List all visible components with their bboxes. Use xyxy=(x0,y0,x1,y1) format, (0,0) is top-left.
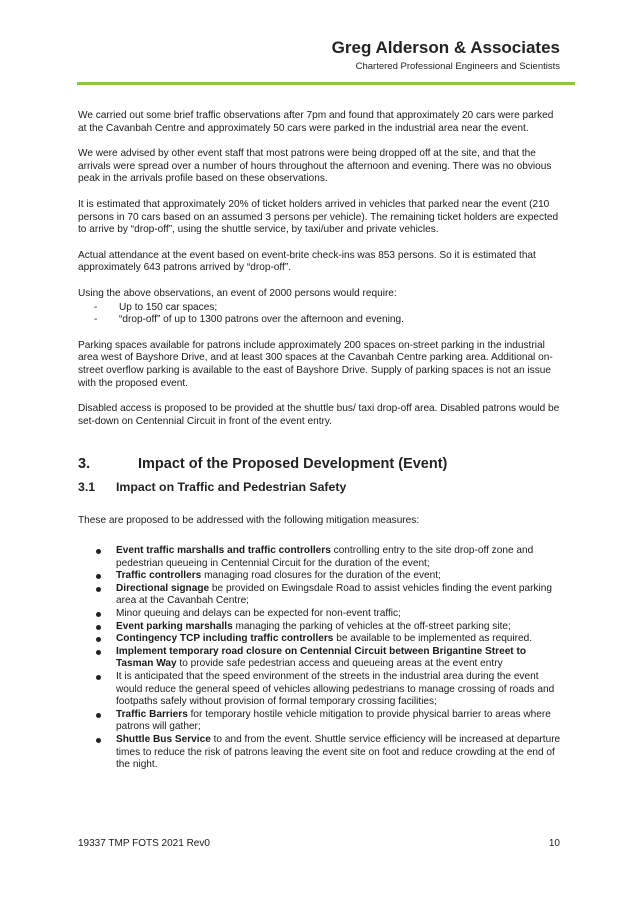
list-item xyxy=(78,633,562,646)
measure-text: be provided on Ewingsdale Road to assist vehicles finding the event parking area at the Cavanbah Centre; xyxy=(116,582,552,607)
bullet-icon xyxy=(96,637,101,642)
page-body xyxy=(78,110,562,772)
measure-bold: Traffic Barriers xyxy=(116,708,188,720)
subsection-title: Impact on Traffic and Pedestrian Safety xyxy=(116,479,347,494)
list-item xyxy=(78,608,562,621)
paragraph: Parking spaces available for patrons include approximately 200 spaces on-street parking in the industrial area west of Bayshore Drive, and at least 300 spaces at the Cavanbah Centre parking area. Additional on-street overflow parking is available to the east of Bayshore Drive. Supply of parking spaces is not an issue with the proposed event. xyxy=(78,339,553,389)
paragraph: Disabled access is proposed to be provided at the shuttle bus/ taxi drop-off area. Disabled patrons would be set-down on Centennial Circuit in front of the event entry. xyxy=(78,403,560,427)
bullet-icon xyxy=(96,612,101,617)
measure-text: controlling entry to the site drop-off zone and pedestrian queueing in Centennial Circuit for the duration of the event; xyxy=(116,545,534,569)
list-item xyxy=(78,545,562,570)
list-item xyxy=(78,646,562,671)
bullet-icon xyxy=(96,587,101,592)
requirements-list xyxy=(78,302,562,327)
list-item xyxy=(78,314,562,327)
measure-bold: Implement temporary road closure on Centennial Circuit between Brigantine Street to Tasman Way xyxy=(116,645,526,670)
paragraph: Using the above observations, an event of 2000 persons would require: xyxy=(78,287,397,299)
intro-paragraph: These are proposed to be addressed with the following mitigation measures: xyxy=(78,515,420,527)
list-item xyxy=(78,734,562,772)
subsection-number: 3.1 xyxy=(78,479,96,494)
document-reference: 19337 TMP FOTS 2021 Rev0 xyxy=(78,838,210,849)
section-number: 3. xyxy=(78,456,91,473)
subsection-heading xyxy=(78,481,562,494)
measure-bold: Directional signage xyxy=(116,582,210,594)
company-name: Greg Alderson & Associates xyxy=(331,38,560,57)
list-item xyxy=(78,621,562,634)
list-item-text: “drop-off” of up to 1300 patrons over the afternoon and evening. xyxy=(119,314,404,326)
list-item xyxy=(78,709,562,734)
company-subtitle: Chartered Professional Engineers and Scientists xyxy=(355,61,560,72)
bullet-icon xyxy=(96,574,101,579)
bullet-icon xyxy=(96,625,101,630)
measure-text: to provide safe pedestrian access and queueing areas at the event entry xyxy=(176,658,503,670)
bullet-icon xyxy=(96,738,101,743)
measure-bold: Traffic controllers xyxy=(116,570,202,582)
section-title: Impact of the Proposed Development (Event) xyxy=(138,456,448,473)
dash-marker: - xyxy=(94,314,98,326)
measure-text: to and from the event. Shuttle service efficiency will be increased at departure times to reduce the risk of patrons leaving the event site on foot and reduce crowding at the end of the night. xyxy=(116,733,561,771)
bullet-icon xyxy=(96,549,101,554)
measure-bold: Event parking marshalls xyxy=(116,620,233,632)
header-rule xyxy=(77,82,575,85)
measure-text: Minor queuing and delays can be expected for non-event traffic; xyxy=(116,608,401,620)
list-item xyxy=(78,302,562,315)
paragraph: We carried out some brief traffic observations after 7pm and found that approximately 20 cars were parked at the Cavanbah Centre and approximately 50 cars were parked in the industrial area near the event. xyxy=(78,110,554,134)
measure-text: managing road closures for the duration of the event; xyxy=(201,570,441,582)
paragraph: It is estimated that approximately 20% of ticket holders arrived in vehicles that parked near the event (210 persons in 70 cars based on an assumed 3 persons per vehicle). The remaining ticket holders are expected to arrive by “drop-off”, using the shuttle service, by taxi/uber and private vehicles. xyxy=(78,198,559,236)
list-item-text: Up to 150 car spaces; xyxy=(119,301,218,313)
page-number: 10 xyxy=(548,838,560,849)
bullet-icon xyxy=(96,650,101,655)
measure-bold: Contingency TCP including traffic controllers xyxy=(116,633,334,645)
bullet-icon xyxy=(96,675,101,680)
measure-text: It is anticipated that the speed environment of the streets in the industrial area during the event would reduce the general speed of vehicles allowing pedestrians to manage crossing of roads and footpaths safely without provision of formal temporary crossing facilities; xyxy=(116,671,555,708)
paragraph: Actual attendance at the event based on event-brite check-ins was 853 persons. So it is estimated that approximately 643 patrons arrived by “drop-off”. xyxy=(78,249,536,274)
bullet-icon xyxy=(96,713,101,718)
measure-text: for temporary hostile vehicle mitigation to provide physical barrier to areas where patrons will gather; xyxy=(116,708,551,733)
mitigation-list xyxy=(78,545,562,772)
measure-bold: Shuttle Bus Service xyxy=(116,733,211,745)
section-heading xyxy=(78,458,562,471)
list-item xyxy=(78,671,562,709)
list-item xyxy=(78,570,562,583)
measure-text: managing the parking of vehicles at the off-street parking site; xyxy=(232,620,511,632)
dash-marker: - xyxy=(94,301,98,313)
measure-bold: Event traffic marshalls and traffic controllers xyxy=(116,545,331,557)
paragraph: We were advised by other event staff that most patrons were being dropped off at the site, and that the arrivals were spread over a number of hours throughout the afternoon and evening. There was no obvious peak in the arrivals profile based on these observations. xyxy=(78,148,552,185)
list-item xyxy=(78,583,562,608)
measure-text: be available to be implemented as required. xyxy=(333,633,533,645)
